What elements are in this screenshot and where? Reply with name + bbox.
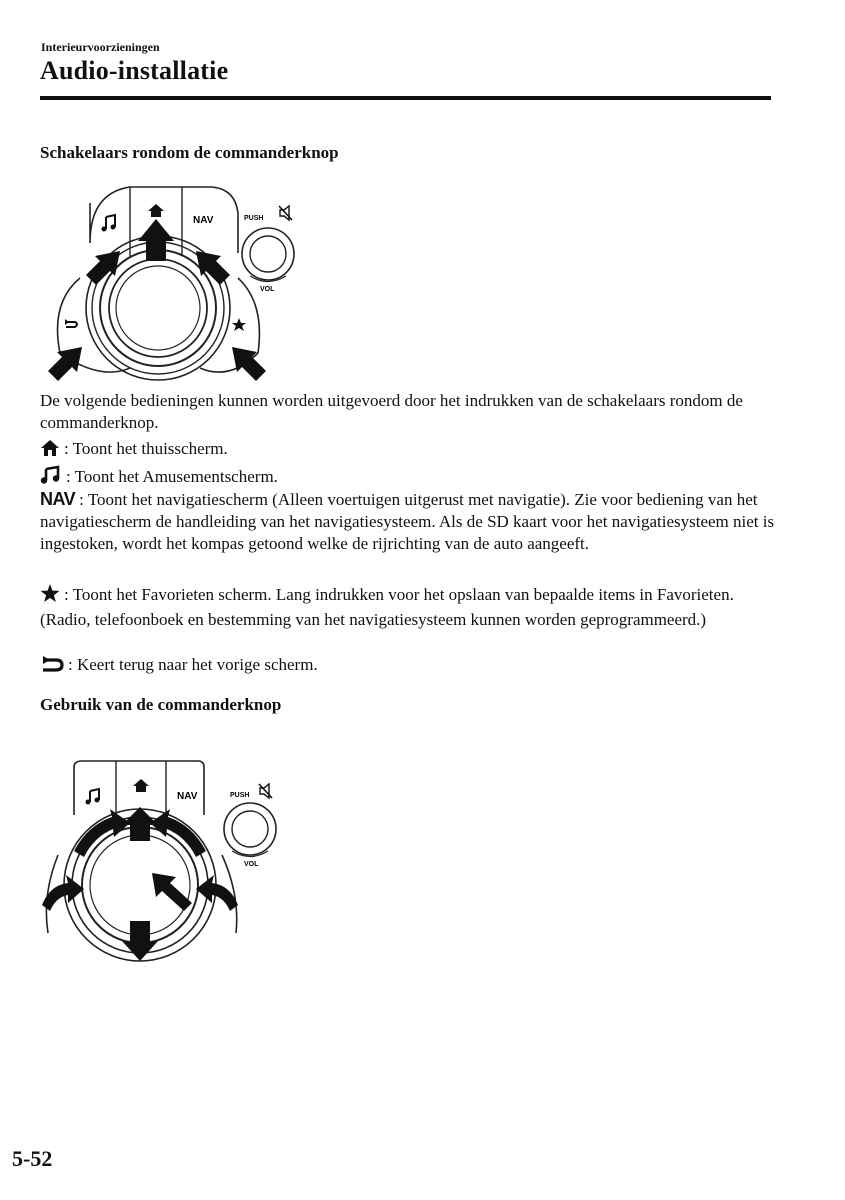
nav-label: NAV [177,791,198,802]
nav-description-text: : Toont het navigatiescherm (Alleen voertuigen uitgerust met navigatie). Zie voor bediening van het navigatiescherm de handleiding van het navigatiesysteem. Als de SD kaart voor het navigatiesysteem niet is ingestoken, wordt het kompas getoond welke de rijrichting van de auto aangeeft. [40,490,775,553]
section-label: Interieurvoorzieningen [41,40,160,54]
nav-label: NAV [193,215,214,226]
nav-label: NAV [40,489,76,509]
star-icon [40,584,60,609]
page-number: 5-52 [12,1146,53,1171]
back-description [40,654,775,679]
home-icon [148,204,164,217]
home-description [40,438,775,463]
vol-label: VOL [244,861,259,868]
music-description-text: : Toont het Amusementscherm. [66,467,278,486]
title-divider [40,96,771,100]
commander-switches-diagram [40,183,310,381]
home-description-text: : Toont het thuisscherm. [64,439,228,458]
music-note-icon [86,789,100,805]
commander-usage-diagram [38,755,298,965]
back-icon [40,655,64,679]
heading-usage: Gebruik van de commanderknop [40,695,282,714]
favorites-description-text: : Toont het Favorieten scherm. Lang indrukken voor het opslaan van bepaalde items in Favorieten. (Radio, telefoonboek en bestemming van het navigatiesysteem kunnen worden geprogrammeerd.) [40,585,734,629]
arrow-star-icon [232,347,266,381]
back-description-text: : Keert terug naar het vorige scherm. [68,655,318,674]
home-icon [133,779,149,792]
mute-icon [259,784,272,798]
push-label: PUSH [230,792,250,799]
heading-switches: Schakelaars rondom de commanderknop [40,143,339,162]
nav-description [40,488,775,555]
arrow-back-icon [48,347,82,381]
star-icon [232,318,246,331]
back-icon [65,319,77,327]
music-note-icon [102,215,116,232]
home-icon [40,439,60,463]
page-title: Audio-installatie [40,56,229,85]
mute-icon [279,206,292,220]
push-label: PUSH [244,215,264,222]
intro-paragraph: De volgende bedieningen kunnen worden uitgevoerd door het indrukken van de schakelaars rondom de commanderknop. [40,391,743,432]
vol-label: VOL [260,286,275,293]
favorites-description [40,584,775,631]
